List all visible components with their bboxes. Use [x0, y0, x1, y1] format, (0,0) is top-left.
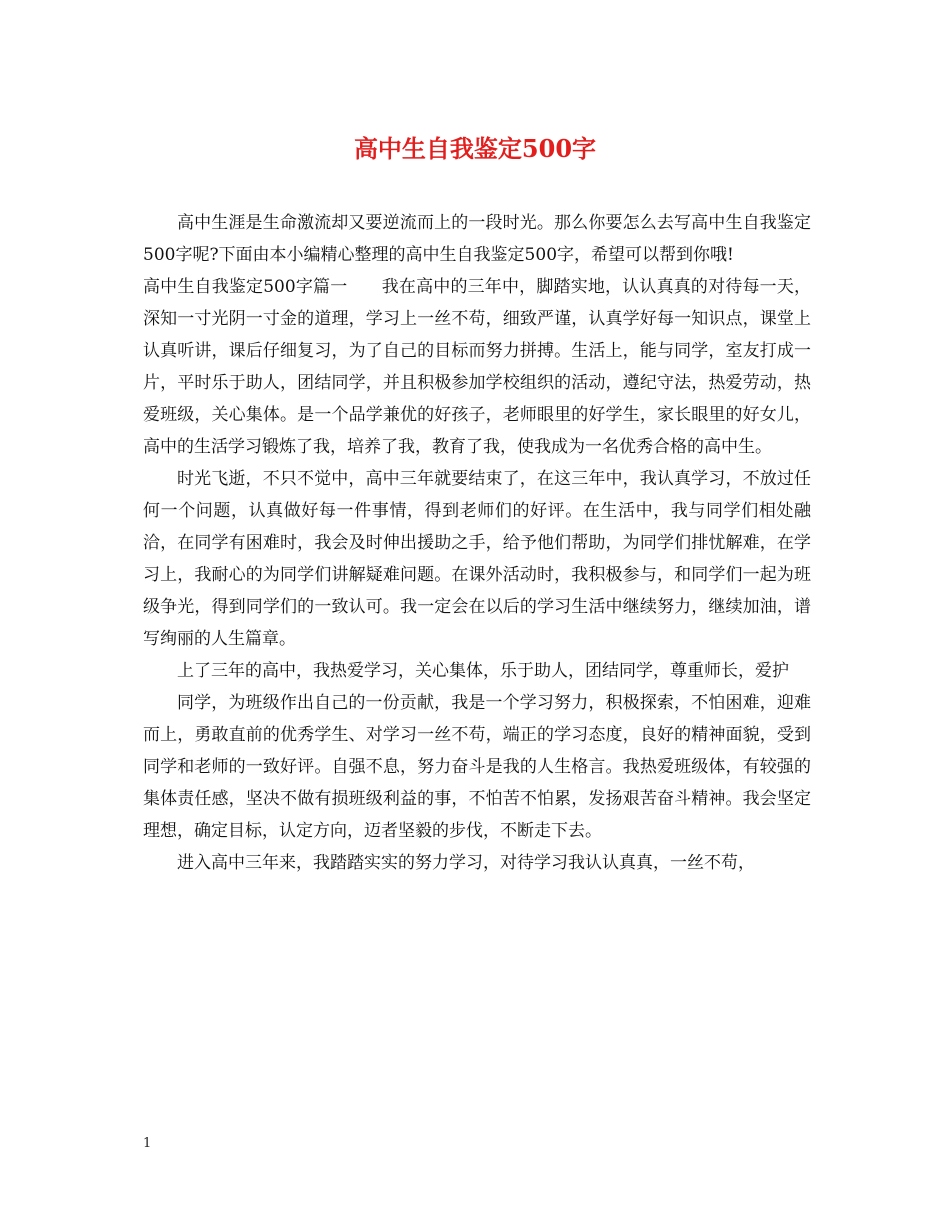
paragraph-entering-high-school: 进入高中三年来，我踏踏实实的努力学习，对待学习我认认真真，一丝不苟， [177, 853, 755, 873]
document-body [143, 207, 811, 879]
paragraph-classmates: 同学，为班级作出自己的一份贡献，我是一个学习努力，积极探索，不怕困难，迎难而上，勇敢直前的优秀学生、对学习一丝不苟，端正的学习态度，良好的精神面貌，受到同学和老师的一致好评。自强不息，努力奋斗是我的人生格言。我热爱班级体，有较强的集体责任感，坚决不做有损班级利益的事，不怕苦不怕累，发扬艰苦奋斗精神。我会坚定理想，确定目标，认定方向，迈者坚毅的步伐，不断走下去。 [143, 693, 811, 841]
paragraph-section-one: 高中生自我鉴定500字篇一 我在高中的三年中，脚踏实地，认认真真的对待每一天，深知一寸光阴一寸金的道理，学习上一丝不苟，细致严谨，认真学好每一知识点，课堂上认真听讲，课后仔细复习，为了自己的目标而努力拼搏。生活上，能与同学，室友打成一片，平时乐于助人，团结同学，并且积极参加学校组织的活动，遵纪守法，热爱劳动，热爱班级，关心集体。是一个品学兼优的好孩子，老师眼里的好学生，家长眼里的好女儿，高中的生活学习锻炼了我，培养了我，教育了我，使我成为一名优秀合格的高中生。 [143, 277, 811, 457]
paragraph-time-flies: 时光飞逝，不只不觉中，高中三年就要结束了，在这三年中，我认真学习，不放过任何一个问题，认真做好每一件事情，得到老师们的好评。在生活中，我与同学们相处融洽，在同学有困难时，我会及时伸出援助之手，给予他们帮助，为同学们排忧解难，在学习上，我耐心的为同学们讲解疑难问题。在课外活动时，我积极参与，和同学们一起为班级争光，得到同学们的一致认可。我一定会在以后的学习生活中继续努力，继续加油，谱写绚丽的人生篇章。 [143, 469, 811, 649]
paragraph-intro: 高中生涯是生命激流却又要逆流而上的一段时光。那么你要怎么去写高中生自我鉴定500字呢?下面由本小编精心整理的高中生自我鉴定500字，希望可以帮到你哦! [143, 213, 811, 265]
document-title: 高中生自我鉴定500字 [353, 134, 597, 163]
paragraph-three-years: 上了三年的高中，我热爱学习，关心集体，乐于助人，团结同学，尊重师长，爱护 [177, 661, 789, 681]
page-number: 1 [143, 1136, 152, 1151]
